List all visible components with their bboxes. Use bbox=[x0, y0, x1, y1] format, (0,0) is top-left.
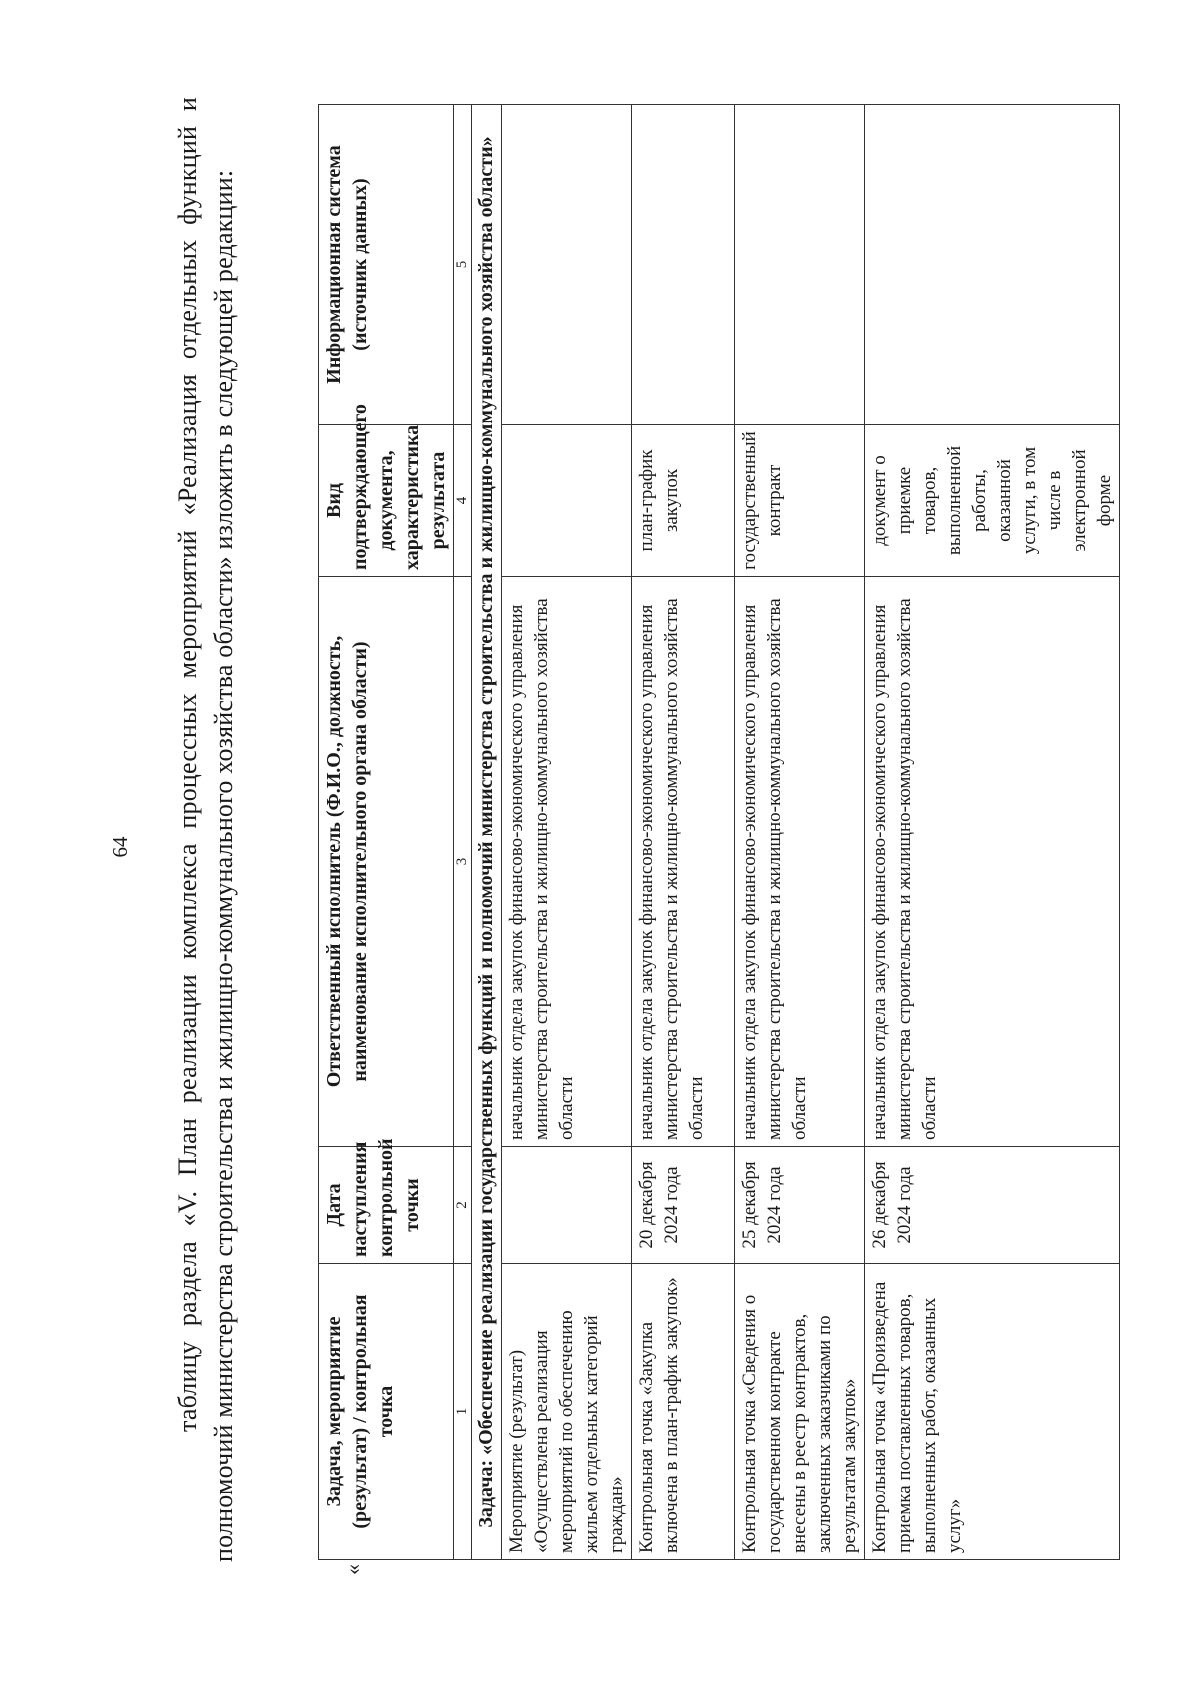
header-system: Информационная система (источник данных) bbox=[319, 105, 454, 425]
row-date: 20 декабря 2024 года bbox=[632, 1147, 735, 1264]
column-number-row bbox=[454, 105, 472, 1560]
column-number: 3 bbox=[454, 577, 472, 1147]
row-date: 26 декабря 2024 года bbox=[865, 1147, 1120, 1264]
row-executor: начальник отдела закупок финансово-экономического управления министерства строительства и жилищно-коммунального хозяйства области bbox=[632, 577, 735, 1147]
page-number: 64 bbox=[108, 836, 132, 858]
header-document: Вид подтверждающего документа, характеристика результата bbox=[319, 425, 454, 577]
table-row bbox=[502, 105, 632, 1560]
row-executor: начальник отдела закупок финансово-экономического управления министерства строительства и жилищно-коммунального хозяйства области bbox=[865, 577, 1120, 1147]
intro-text: таблицу раздела «V. План реализации комплекса процессных мероприятий «Реализация отдельных функций и полномочий министерства строительства и жилищно-коммунального хозяйства области» изложить в следующей редакции: bbox=[173, 97, 238, 1562]
header-executor: Ответственный исполнитель (Ф.И.О., должность, наименование исполнительного органа области) bbox=[319, 577, 454, 1147]
row-document: государственный контракт bbox=[735, 425, 865, 577]
table-row bbox=[632, 105, 735, 1560]
column-number: 4 bbox=[454, 425, 472, 577]
row-document bbox=[502, 425, 632, 577]
intro-paragraph bbox=[170, 97, 242, 1562]
row-name: Контрольная точка «Произведена приемка поставленных товаров, выполненных работ, оказанных услуг» bbox=[865, 1264, 1120, 1560]
column-number: 2 bbox=[454, 1147, 472, 1264]
row-system bbox=[735, 105, 865, 425]
table-opening-quote: « bbox=[340, 1564, 365, 1575]
column-number: 5 bbox=[454, 105, 472, 425]
task-title: Задача: «Обеспечение реализации государственных функций и полномочий министерства строительства и жилищно-коммунального хозяйства области» bbox=[472, 105, 502, 1560]
row-executor: начальник отдела закупок финансово-экономического управления министерства строительства и жилищно-коммунального хозяйства области bbox=[735, 577, 865, 1147]
column-number: 1 bbox=[454, 1264, 472, 1560]
table-row bbox=[865, 105, 1120, 1560]
row-name: Контрольная точка «Закупка включена в план-график закупок» bbox=[632, 1264, 735, 1560]
table-row bbox=[735, 105, 865, 1560]
header-task: Задача, мероприятие (результат) / контрольная точка bbox=[319, 1264, 454, 1560]
row-date bbox=[502, 1147, 632, 1264]
row-system bbox=[502, 105, 632, 425]
task-row bbox=[472, 105, 502, 1560]
row-document: план-график закупок bbox=[632, 425, 735, 577]
row-name: Мероприятие (результат) «Осуществлена реализация мероприятий по обеспечению жильем отдельных категорий граждан» bbox=[502, 1264, 632, 1560]
row-name: Контрольная точка «Сведения о государственном контракте внесены в реестр контрактов, заключенных заказчиками по результатам закупок» bbox=[735, 1264, 865, 1560]
header-date: Дата наступления контрольной точки bbox=[319, 1147, 454, 1264]
row-system bbox=[865, 105, 1120, 425]
row-executor: начальник отдела закупок финансово-экономического управления министерства строительства и жилищно-коммунального хозяйства области bbox=[502, 577, 632, 1147]
plan-table bbox=[318, 104, 1120, 1560]
row-date: 25 декабря 2024 года bbox=[735, 1147, 865, 1264]
row-document: документ о приемке товаров, выполненной работы, оказанной услуги, в том числе в электронной форме bbox=[865, 425, 1120, 577]
table-header-row bbox=[319, 105, 454, 1560]
row-system bbox=[632, 105, 735, 425]
